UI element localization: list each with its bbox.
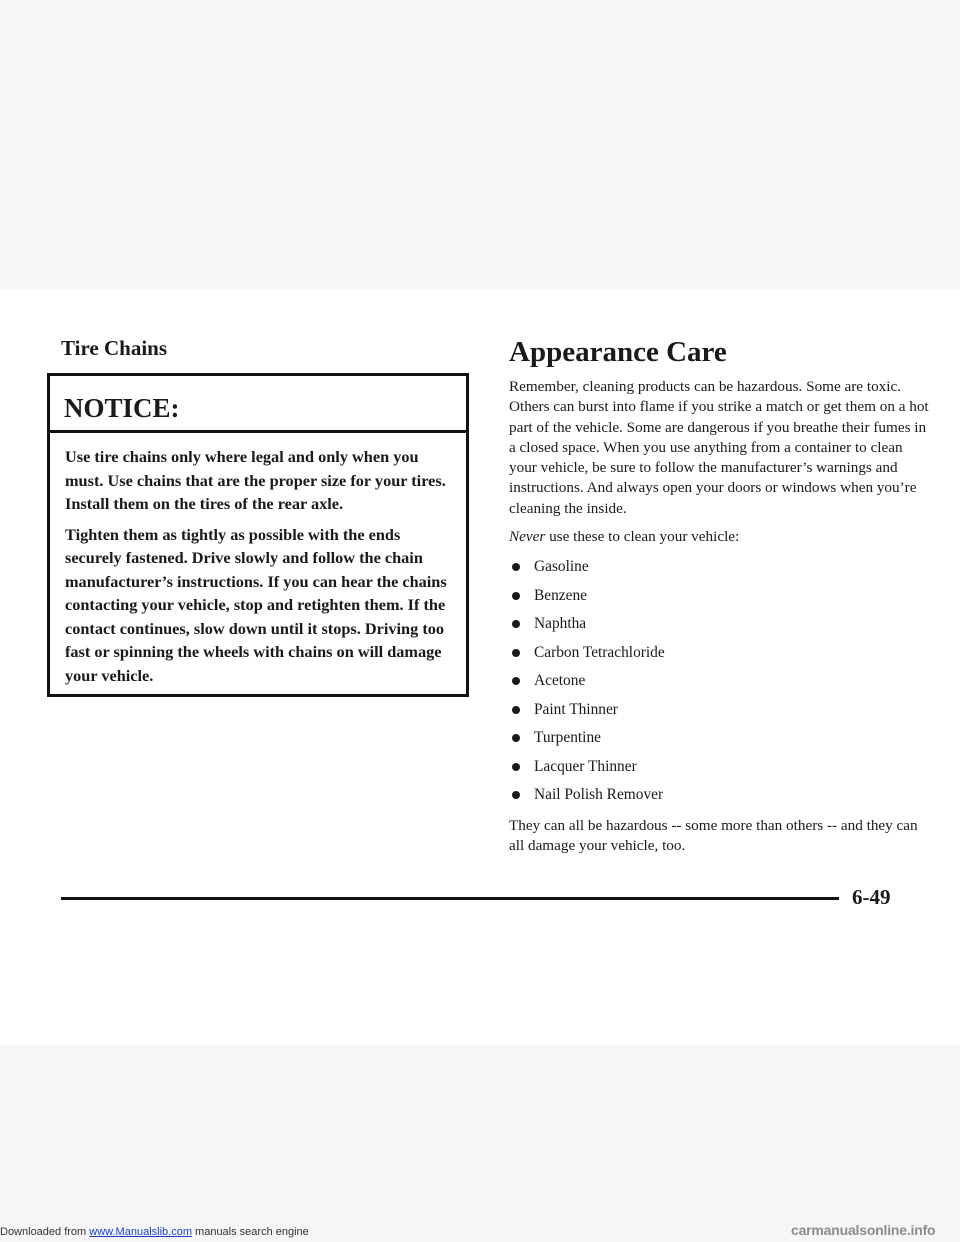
footer-suffix: manuals search engine	[191, 1226, 309, 1238]
never-line	[509, 528, 929, 546]
list-item: Gasoline	[509, 553, 929, 582]
watermark: carmanualsonline.info	[791, 1222, 936, 1238]
bullet-icon	[512, 706, 520, 714]
footer-prefix: Downloaded from	[0, 1226, 90, 1238]
list-item: Paint Thinner	[509, 696, 929, 725]
appearance-care-heading: Appearance Care	[509, 336, 727, 368]
bullet-icon	[512, 563, 520, 571]
list-item: Carbon Tetrachloride	[509, 639, 929, 668]
list-item: Benzene	[509, 582, 929, 611]
bullet-icon	[512, 592, 520, 600]
bullet-icon	[512, 677, 520, 685]
intro-paragraph: Remember, cleaning products can be hazardous. Some are toxic. Others can burst into flame if you strike a match or get them on a hot part of the vehicle. Some are dangerous if you breathe their fumes in a closed space. When you use anything from a container to clean your vehicle, be sure to follow the manufacturer’s warnings and instructions. And always open your doors or windows when you’re cleaning the inside.	[509, 378, 929, 517]
notice-title: NOTICE:	[50, 376, 466, 433]
list-item: Turpentine	[509, 724, 929, 753]
closing-paragraph: They can all be hazardous -- some more than others -- and they can all damage your vehicle, too.	[509, 816, 918, 854]
bullet-icon	[512, 763, 520, 771]
never-word: Never	[509, 528, 546, 546]
top-blank-area	[0, 0, 960, 290]
bullet-icon	[512, 734, 520, 742]
page-number: 6-49	[852, 885, 891, 909]
bullet-icon	[512, 620, 520, 628]
list-item: Nail Polish Remover	[509, 781, 929, 810]
list-item: Naphtha	[509, 610, 929, 639]
list-item: Lacquer Thinner	[509, 753, 929, 782]
bullet-icon	[512, 791, 520, 799]
download-footer	[0, 1226, 309, 1238]
notice-body	[50, 433, 466, 687]
notice-paragraph: Tighten them as tightly as possible with the ends securely fastened. Drive slowly and follow the chain manufacturer’s instructions. If you can hear the chains contacting your vehicle, stop and retighten them. If the contact continues, slow down until it stops. Driving too fast or spinning the wheels with chains on will damage your vehicle.	[65, 524, 447, 685]
bullet-icon	[512, 649, 520, 657]
appearance-care-section	[509, 336, 929, 856]
tire-chains-heading: Tire Chains	[61, 336, 168, 360]
product-list	[509, 553, 929, 810]
page-rule	[61, 897, 839, 900]
bottom-blank-area	[0, 1045, 960, 1242]
never-rest: use these to clean your vehicle:	[545, 528, 740, 546]
notice-paragraph: Use tire chains only where legal and only when you must. Use chains that are the proper size for your tires. Install them on the tires of the rear axle.	[65, 447, 446, 513]
manualslib-link[interactable]: www.Manualslib.com	[89, 1226, 192, 1238]
notice-box	[47, 373, 469, 697]
list-item: Acetone	[509, 667, 929, 696]
